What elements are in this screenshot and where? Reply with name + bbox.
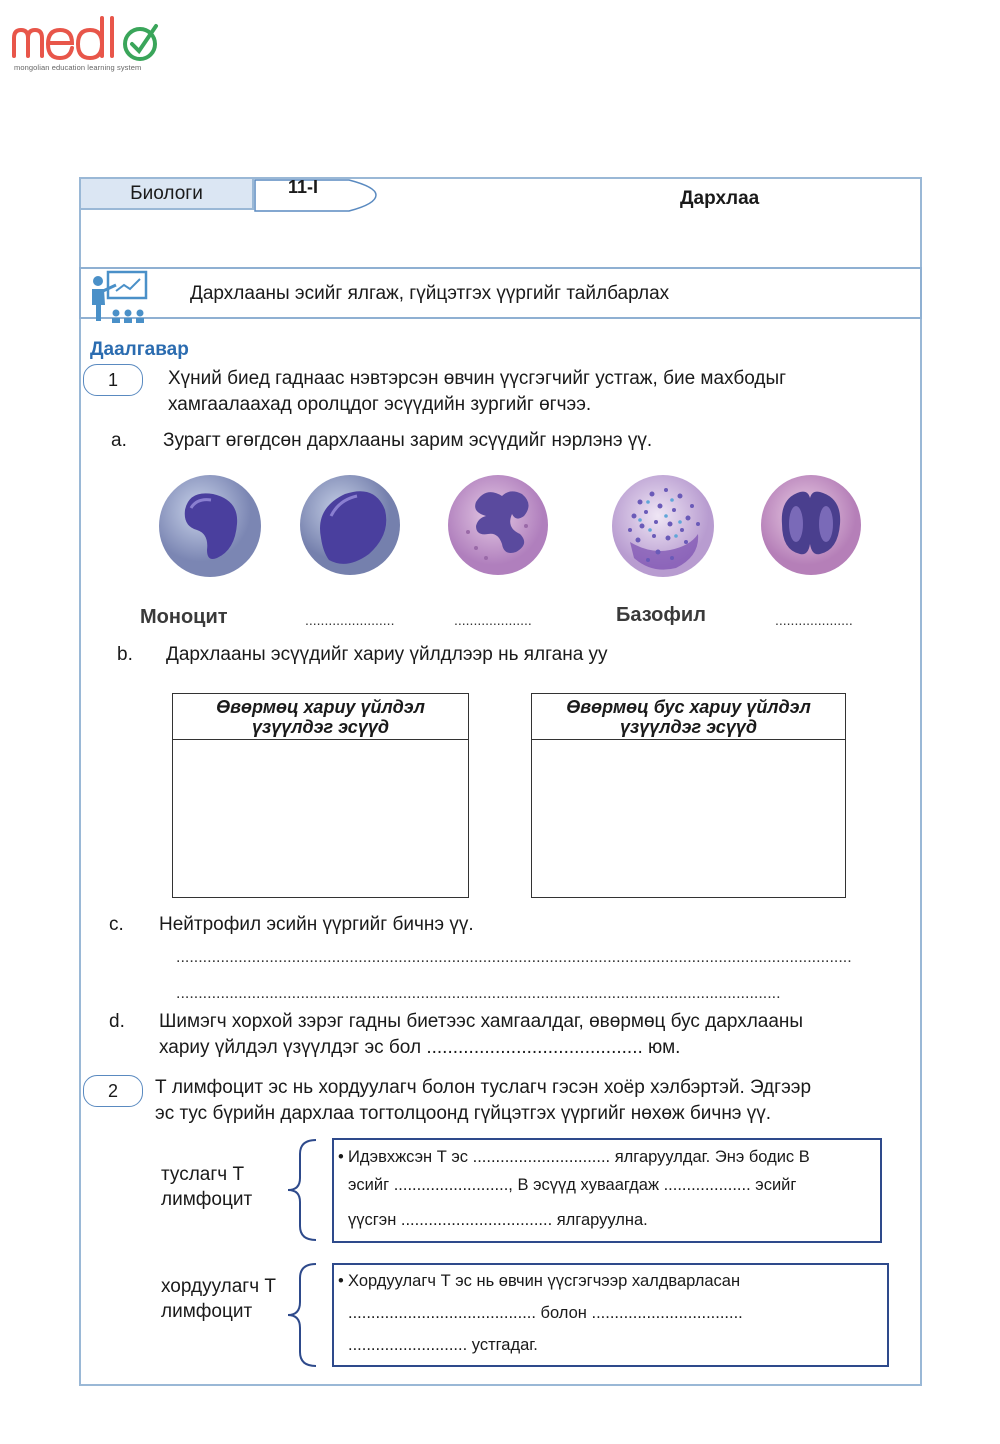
question-2-line1: Т лимфоцит эс нь хордуулагч болон туслагч гэсэн хоёр хэлбэртэй. Эдгээр — [155, 1077, 812, 1098]
item-d-line1: Шимэгч хорхой зэрэг гадны биетээс хамгаалдаг, өвөрмөц бус дархлааны — [159, 1011, 804, 1032]
cell-label-blank-3: .................... — [454, 612, 532, 628]
helper-t-answer-box[interactable]: • Идэвхжсэн Т эс .............................. ялгаруулдаг. Энэ бодис В эсийг ........................., В эсүүд хуваагдаж ................... эсийг үүсгэн ................................. ялгаруулна. — [332, 1138, 882, 1243]
answer-line-c1[interactable]: ........................................................................................................................................................ — [176, 949, 852, 966]
specific-response-header: Өвөрмөц хариу үйлдэл үзүүлдэг эсүүд — [173, 694, 468, 740]
question-1-badge: 1 — [83, 364, 143, 396]
killer-brace-icon — [284, 1262, 320, 1368]
helper-t-label: туслагч Т лимфоцит — [161, 1164, 253, 1210]
cell-label-blank-5: .................... — [775, 612, 853, 628]
nonspecific-response-header: Өвөрмөц бус хариу үйлдэл үзүүлдэг эсүүд — [532, 694, 845, 740]
cell-label-basophil: Базофил — [616, 604, 706, 626]
question-1-line2: хамгаалаахад оролцдог эсүүдийн зургийг өгчээ. — [168, 394, 592, 415]
helper-line1: Идэвхжсэн Т эс .............................. ялгаруулдаг. Энэ бодис В — [348, 1148, 810, 1166]
monocyte-cell — [157, 472, 263, 580]
answer-line-c2[interactable]: ........................................................................................................................................ — [176, 985, 781, 1002]
item-a-text: Зурагт өгөгдсөн дархлааны зарим эсүүдийг нэрлэнэ үү. — [163, 430, 653, 451]
item-d-label: d. — [109, 1011, 125, 1032]
cell-label-monocyte: Моноцит — [140, 606, 228, 628]
teacher-presentation-icon — [86, 269, 154, 325]
eosinophil-cell — [760, 472, 862, 578]
lymphocyte-cell — [299, 472, 401, 578]
question-1-line1: Хүний биед гаднаас нэвтэрсэн өвчин үүсгэгчийг устгаж, бие махбодыг — [168, 368, 787, 389]
topic-title: Дархлаа — [680, 188, 760, 209]
item-b-label: b. — [117, 644, 133, 665]
item-b-text: Дархлааны эсүүдийг хариу үйлдлээр нь ялгана уу — [166, 644, 608, 665]
item-c-label: c. — [109, 914, 124, 935]
killer-line3: .......................... устгадаг. — [348, 1336, 538, 1354]
grade-label: 11-I — [288, 177, 319, 197]
helper-line3: үүсгэн ................................. ялгаруулна. — [348, 1211, 648, 1229]
basophil-cell — [610, 472, 716, 580]
specific-response-box[interactable] — [172, 693, 469, 898]
item-a-label: a. — [111, 430, 127, 451]
subject-label: Биологи — [81, 179, 254, 210]
question-2-line2: эс тус бүрийн дархлаа тогтолцоонд гүйцэтгэх үүргийг нөхөж бичнэ үү. — [155, 1103, 772, 1124]
item-c-text: Нейтрофил эсийн үүргийг бичнэ үү. — [159, 914, 474, 935]
nonspecific-response-box[interactable] — [531, 693, 846, 898]
question-2-badge: 2 — [83, 1075, 143, 1107]
cell-label-blank-2: ....................... — [305, 612, 395, 628]
killer-t-answer-box[interactable]: • Хордуулагч Т эс нь өвчин үүсгэгчээр халдварласан ......................................... болон ................................. .......................... устгадаг. — [332, 1263, 889, 1367]
killer-line2: ......................................... болон ................................. — [348, 1304, 743, 1322]
neutrophil-cell — [446, 472, 550, 578]
logo-subtitle: mongolian education learning system — [14, 63, 142, 72]
helper-brace-icon — [284, 1138, 320, 1242]
task-heading: Даалгавар — [90, 339, 189, 360]
killer-t-label: хордуулагч Т лимфоцит — [161, 1276, 277, 1322]
item-d-line2: хариу үйлдэл үзүүлдэг эс бол ......................................... юм. — [159, 1037, 681, 1058]
helper-line2: эсийг ........................., В эсүүд хуваагдаж ................... эсийг — [348, 1176, 797, 1194]
objective-text: Дархлааны эсийг ялгаж, гүйцэтгэх үүргийг тайлбарлах — [190, 283, 670, 304]
killer-line1: Хордуулагч Т эс нь өвчин үүсгэгчээр халдварласан — [348, 1272, 741, 1290]
